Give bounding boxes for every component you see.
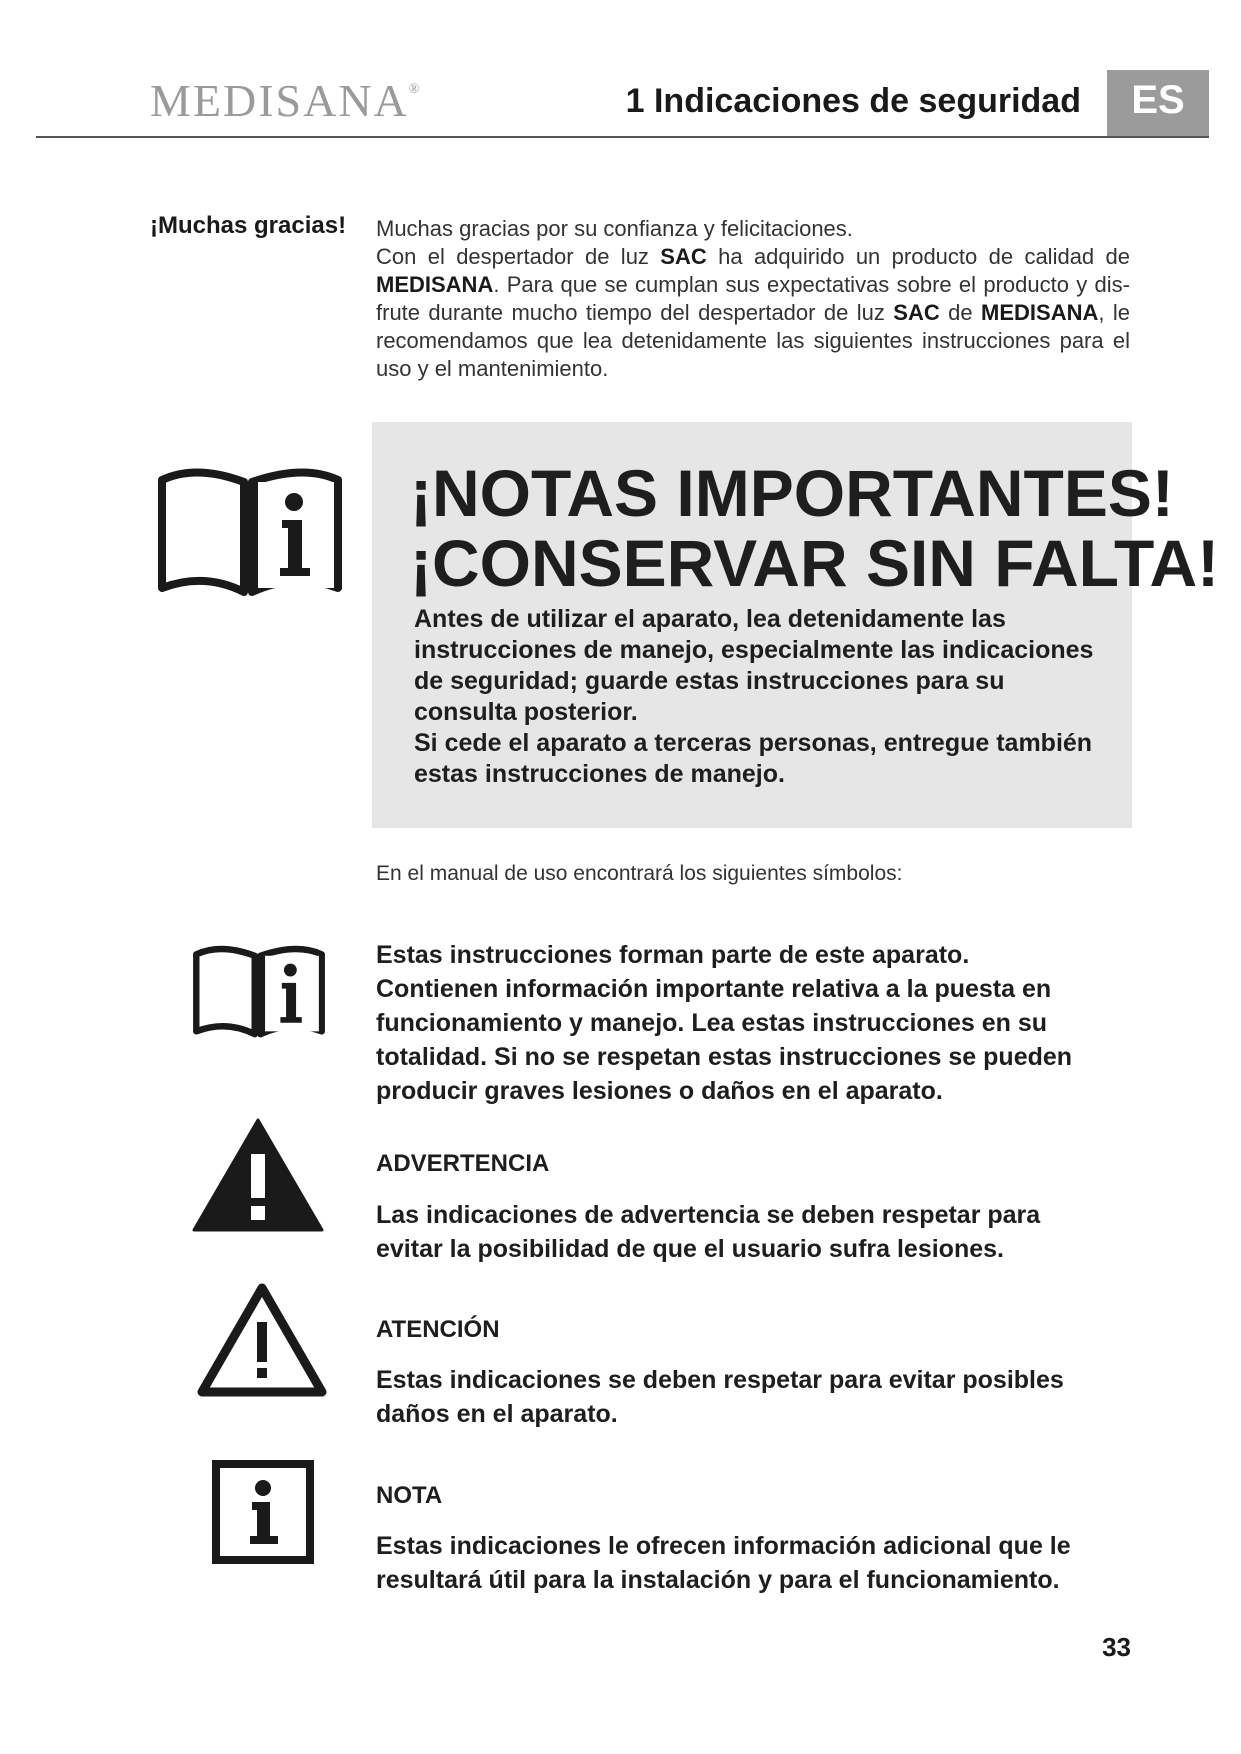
thanks-label: ¡Muchas gracias! <box>150 212 347 239</box>
warning-text: Las indicaciones de advertencia se deben respetar para evitar la posibilidad de que el usuario sufra lesiones. <box>376 1201 1041 1263</box>
important-body <box>414 604 1114 790</box>
note-text: Estas indicaciones le ofrecen información adicional que le resultará útil para la instalación y para el funcionamiento. <box>376 1532 1071 1594</box>
warning-filled-triangle-icon <box>192 1118 324 1234</box>
manual-info-icon <box>192 940 326 1040</box>
caution-outline-triangle-icon <box>196 1282 328 1398</box>
header-divider <box>36 136 1209 138</box>
page-number: 33 <box>1102 1632 1131 1662</box>
intro-line-1: Muchas gracias por su confianza y felicitaciones. <box>376 216 853 241</box>
brand-logo: MEDISANA® <box>150 75 422 126</box>
language-tab: ES <box>1107 70 1209 138</box>
important-body-1: Antes de utilizar el aparato, lea detenidamente las instrucciones de manejo, especialmente las indicaciones de seguridad; guarde estas instrucciones para su consulta posterior. <box>414 605 1094 726</box>
warning-heading: ADVERTENCIA <box>376 1150 550 1177</box>
manual-info-icon <box>156 460 344 600</box>
info-square-icon <box>212 1460 314 1564</box>
intro-paragraph: Con el despertador de luz SAC ha adquirido un producto de calidad de MEDISANA. Para que se cumplan sus expectativas sobre el producto y dis-frute durante mucho tiempo del despertador de luz SAC de MEDISANA, le recomendamos que lea detenidamente las siguientes instrucciones para el uso y el mantenimiento. <box>376 244 1130 381</box>
intro-text <box>376 215 1130 383</box>
caution-text: Estas indicaciones se deben respetar para evitar posibles daños en el aparato. <box>376 1366 1064 1428</box>
important-title <box>410 456 1220 600</box>
note-heading: NOTA <box>376 1482 443 1509</box>
symbols-intro: En el manual de uso encontrará los siguientes símbolos: <box>376 862 903 885</box>
important-title-line-1: ¡NOTAS IMPORTANTES! <box>410 456 1174 530</box>
important-title-line-2: ¡CONSERVAR SIN FALTA! <box>410 526 1220 600</box>
symbol-info-text: Estas instrucciones forman parte de este aparato. Contienen información importante relativa a la puesta en funcionamiento y manejo. Lea estas instrucciones en su totalidad. Si no se respetan estas instrucciones se pueden producir graves lesiones o daños en el aparato. <box>376 941 1073 1105</box>
important-body-2: Si cede el aparato a terceras personas, entregue también estas instrucciones de manejo. <box>414 729 1093 788</box>
caution-heading: ATENCIÓN <box>376 1316 500 1343</box>
section-title: 1 Indicaciones de seguridad <box>625 82 1081 120</box>
